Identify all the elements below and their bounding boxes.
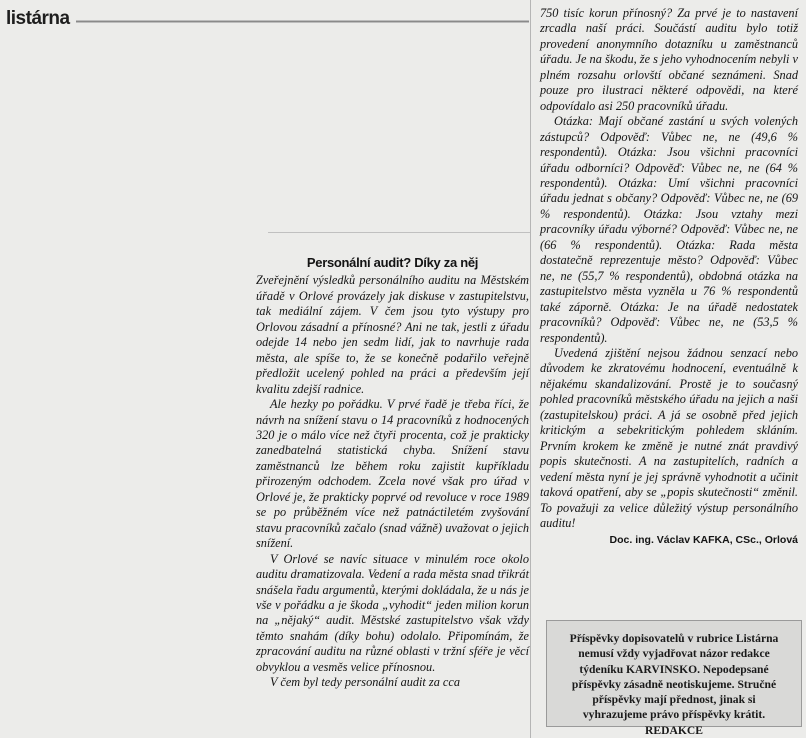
article-paragraph: Otázka: Mají občané zastání u svých volených zástupců? Odpověď: Vůbec ne, ne (49,6 % respondentů). Otázka: Jsou všichni pracovníci úřadu odborníci? Odpověď: Vůbec ne, ne (64 % respondentů). Otázka: Umí všichni pracovníci úřadu jednat s občany? Odpověď: Vůbec ne, ne (69 % respondentů). Otázka: Jsou vztahy mezi pracovníky úřadu výborné? Odpověď: Vůbec ne, ne (66 % respondentů). Otázka: Rada města dostatečně reprezentuje město? Odpověď: Vůbec ne, ne (55,7 % respondentů), obdobná otázka na zastupitelstvo města vyzněla u 76 % respondentů také záporně. Otázka: Je na úřadě nedostatek pracovníků? Odpověď: Vůbec ne, ne (53,5 % respondentů). [540,114,798,345]
column-divider [530,0,531,738]
article-paragraph: Zveřejnění výsledků personálního auditu na Městském úřadě v Orlové provázely jak diskuse v zastupitelstvu, tak mediální zájem. V čem jsou tyto výstupy pro Orlovou zásadní a přínosné? Ani ne tak, jestli z úřadu odejde 14 nebo jen sedm lidí, jak to navrhuje rada města, ale spíše to, že se konečně podařilo veřejně předložit ucelený pohled na práci a především její kvalitu zdejší radnice. [256,273,529,396]
article-paragraph: V Orlové se navíc situace v minulém roce okolo auditu dramatizovala. Vedení a rada města snad třikrát snášela řadu argumentů, kterými dokládala, že u nás je vše v pořádku a je škoda „vyhodit“ jeden milion korun na „nějaký“ audit. Městské zastupitelstvo však vždy těmto snahám (díky bohu) odolalo. Připomínám, že zpracování auditu na různé oblasti v tržní sféře je věcí obvyklou a vesměs velice přínosnou. [256,551,529,674]
editorial-notice-box [546,620,802,737]
article-title: Personální audit? Díky za něj [306,255,479,270]
article-paragraph: V čem byl tedy personální audit za cca [270,675,460,690]
article-left-column [256,238,529,691]
article-right-column [540,6,798,549]
author-signature: Doc. ing. Václav KAFKA, CSc., Orlová [609,534,798,547]
article-paragraph: 750 tisíc korun přínosný? Za prvé je to nastavení zrcadla naší práci. Součástí auditu bylo totiž provedení anonymního dotazníku u zaměstnanců úřadu. Je na škodu, že s jeho vyhodnocením nebyli v plném rozsahu orlovští občané seznámeni. Snad pouze pro ilustraci některé odpovědi, na které odpovídalo asi 250 pracovníků úřadu. [540,6,798,113]
section-header [6,6,529,32]
editorial-notice-text: Příspěvky dopisovatelů v rubrice Listárna nemusí vždy vyjadřovat názor redakce týdeníku KARVINSKO. Nepodepsané příspěvky zásadně neotiskujeme. Stručné příspěvky mají přednost, jinak si vyhrazujeme právo příspěvky krátit. REDAKCE [569,632,779,737]
section-title: listárna [6,8,70,29]
article-paragraph: Ale hezky po pořádku. V prvé řadě je třeba říci, že návrh na snížení stavu o 14 pracovníků z hodnocených 320 je o málo více než čtyři procenta, což je prakticky zanedbatelná statistická chyba. Snížení stavu zaměstnanců lze během roku zajistit kupříkladu přirozeným odchodem. Zcela nové však pro úřad v Orlové je, že prakticky poprvé od revoluce v roce 1989 se po průběžném více než patnáctiletém zvyšování stavu pracovníků začalo (snad vážně) uvažovat o jejich snížení. [256,397,529,551]
article-paragraph: Uvedená zjištění nejsou žádnou senzací nebo důvodem ke zkratovému hodnocení, eventuálně k nějakému skandalizování. Prostě je to současný pohled pracovníků městského úřadu na jejich a naši (zastupitelskou) práci. A já se osobně před jejich kritickým a sebekritickým pohledem skláním. Prvním krokem ke změně je nutné znát pravdivý popis skutečnosti. A na zastupitelích, radních a vedení města nyní je jej správně vyhodnotit a učinit taková opatření, aby se „popis skutečnosti“ změnil. To považuji za velice důležitý výstup personálního auditu! [540,345,798,530]
header-rule [76,20,529,23]
article-top-rule [268,232,530,233]
